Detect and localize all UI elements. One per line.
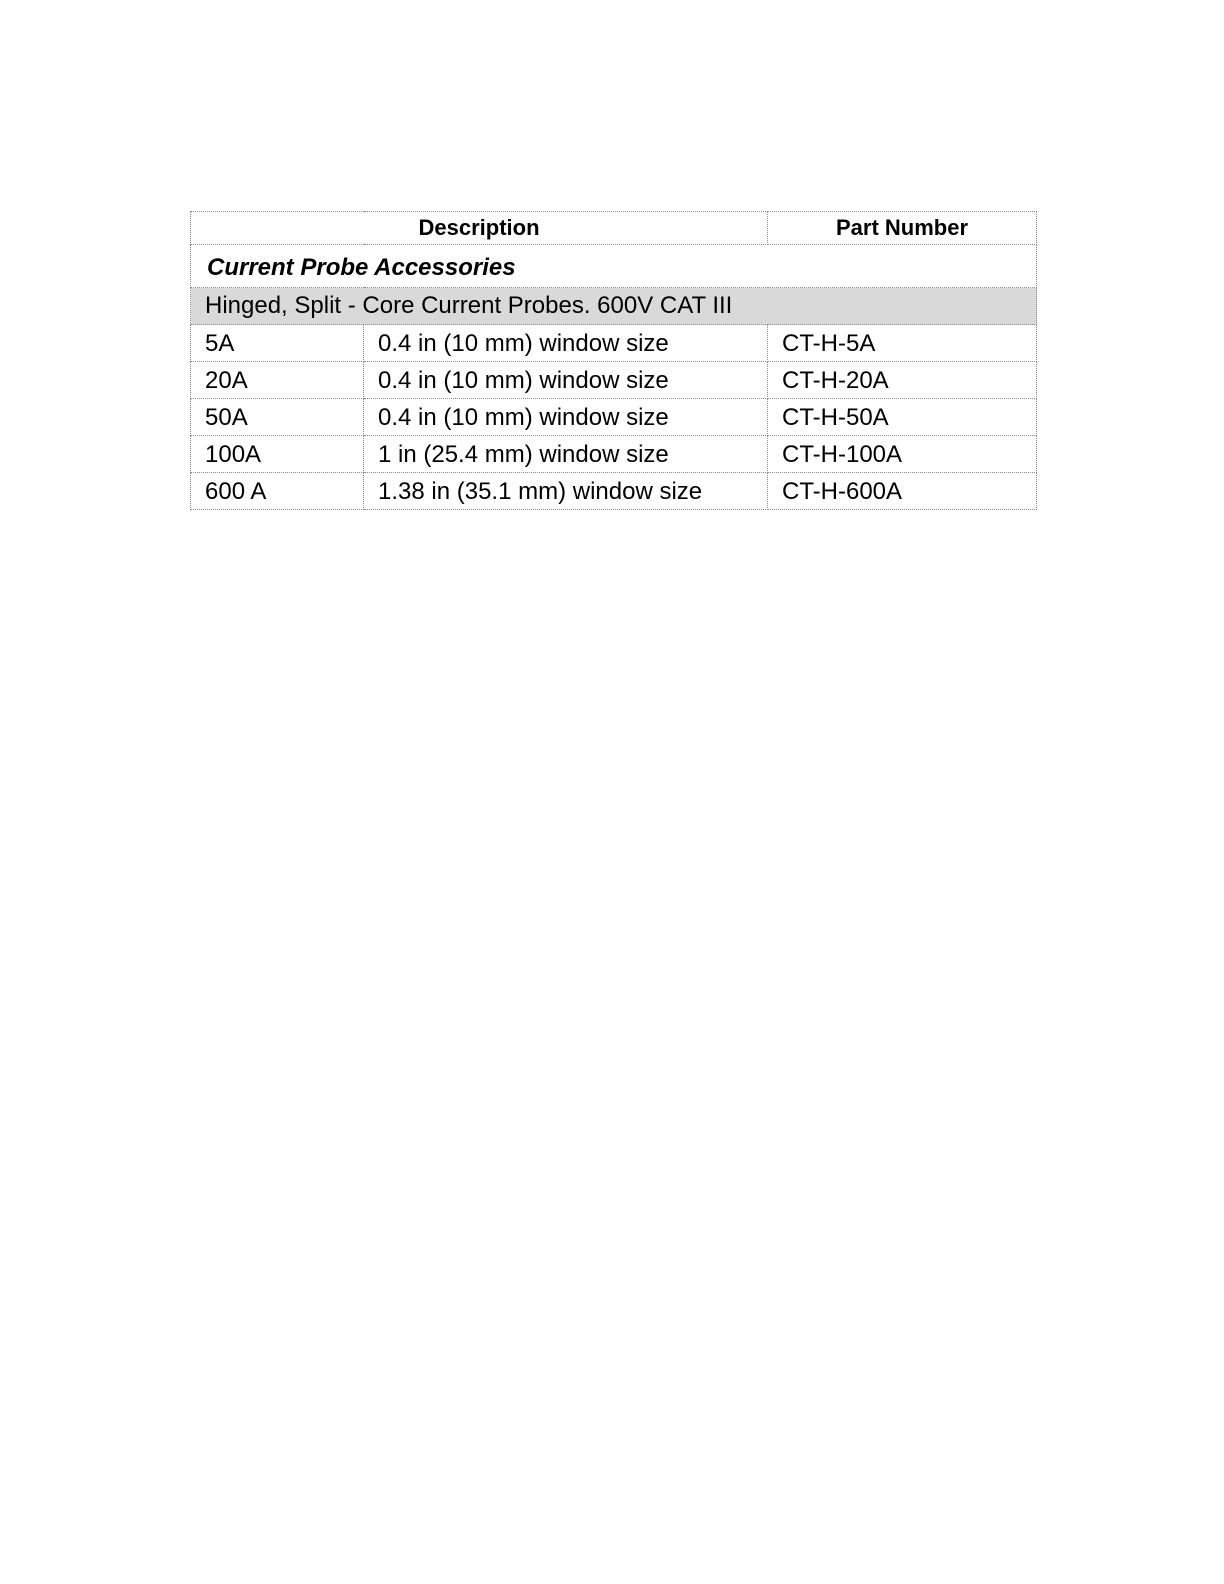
description-column-header: Description <box>191 212 768 245</box>
rating-cell: 50A <box>191 399 364 436</box>
table-header-row <box>191 212 1037 245</box>
table-row <box>191 325 1037 362</box>
group-row <box>191 288 1037 325</box>
rating-cell: 20A <box>191 362 364 399</box>
window-size-cell: 1.38 in (35.1 mm) window size <box>364 473 768 510</box>
probe-accessories-table <box>190 211 1037 510</box>
rating-cell: 100A <box>191 436 364 473</box>
rating-cell: 5A <box>191 325 364 362</box>
part-number-cell: CT-H-5A <box>768 325 1037 362</box>
section-title: Current Probe Accessories <box>191 245 1037 288</box>
table-row <box>191 436 1037 473</box>
group-title: Hinged, Split - Core Current Probes. 600V CAT III <box>191 288 1037 325</box>
part-number-column-header: Part Number <box>768 212 1037 245</box>
rating-cell: 600 A <box>191 473 364 510</box>
window-size-cell: 0.4 in (10 mm) window size <box>364 399 768 436</box>
section-row <box>191 245 1037 288</box>
table-row <box>191 362 1037 399</box>
part-number-cell: CT-H-50A <box>768 399 1037 436</box>
part-number-cell: CT-H-600A <box>768 473 1037 510</box>
table-row <box>191 473 1037 510</box>
window-size-cell: 0.4 in (10 mm) window size <box>364 325 768 362</box>
table-row <box>191 399 1037 436</box>
window-size-cell: 1 in (25.4 mm) window size <box>364 436 768 473</box>
probe-accessories-table-wrapper <box>190 211 1036 510</box>
part-number-cell: CT-H-100A <box>768 436 1037 473</box>
window-size-cell: 0.4 in (10 mm) window size <box>364 362 768 399</box>
part-number-cell: CT-H-20A <box>768 362 1037 399</box>
